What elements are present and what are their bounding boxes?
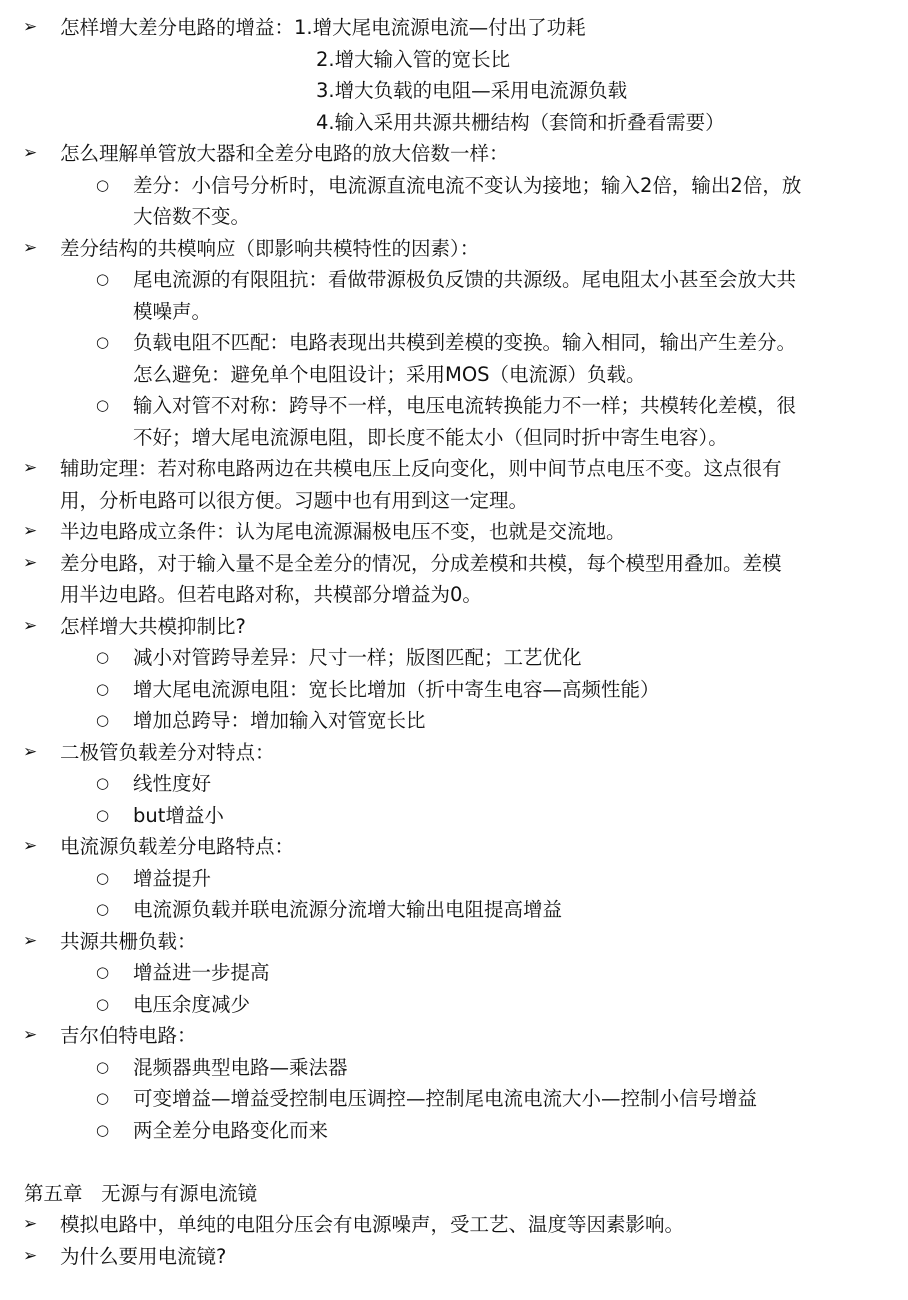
arrow-bullet-icon: ➢ [23,930,38,951]
bullet-text: 吉尔伯特电路： [60,1024,197,1047]
sub-bullet-line-wrap [0,422,908,454]
circle-bullet-icon: ○ [96,1089,110,1107]
sub-bullet-text: 负载电阻不匹配：电路表现出共模到差模的变换。输入相同，输出产生差分。 [133,331,797,354]
sub-bullet-text: 电压余度减少 [133,992,251,1016]
sub-bullet-text: 增益进一步提高 [133,961,270,984]
arrow-bullet-icon: ➢ [23,143,38,163]
circle-bullet-icon: ○ [96,994,110,1013]
continuation-line [0,107,908,139]
sub-bullet-line [0,1115,908,1147]
chapter-title: 第五章 无源与有源电流镜 [24,1181,258,1205]
bullet-text: 半边电路成立条件：认为尾电流源漏极电压不变，也就是交流地。 [60,520,626,543]
bullet-text: 辅助定理：若对称电路两边在共模电压上反向变化，则中间节点电压不变。这点很有 [60,457,782,480]
bullet-text: 电流源负载差分电路特点： [60,835,295,858]
sub-bullet-text: 差分：小信号分析时，电流源直流电流不变认为接地；输入2倍，输出2倍，放 [133,173,802,197]
sub-bullet-line [0,863,908,895]
bullet-text: 用半边电路。但若电路对称，共模部分增益为0。 [60,583,482,606]
sub-bullet-line [0,705,908,737]
arrow-bullet-icon: ➢ [23,552,38,573]
sub-bullet-text: 增益提升 [133,866,212,890]
bullet-line [0,138,908,170]
sub-bullet-text: 电流源负载并联电流源分流增大输出电阻提高增益 [133,898,563,921]
continuation-text: 3.增大负载的电阻—采用电流源负载 [316,79,628,102]
bullet-text: 共源共栅负载： [60,929,197,953]
sub-bullet-line-wrap [0,201,908,233]
circle-bullet-icon: ○ [96,270,110,288]
arrow-bullet-icon: ➢ [23,237,38,258]
sub-bullet-text: 两全差分电路变化而来 [133,1118,329,1142]
arrow-bullet-icon: ➢ [23,17,38,37]
sub-bullet-line [0,768,908,800]
bullet-text: 怎么理解单管放大器和全差分电路的放大倍数一样： [60,142,509,165]
bullet-line [0,926,908,958]
sub-bullet-line [0,800,908,832]
circle-bullet-icon: ○ [96,900,110,918]
arrow-bullet-icon: ➢ [23,836,38,856]
sub-bullet-text: 混频器典型电路—乘法器 [133,1055,348,1079]
arrow-bullet-icon: ➢ [23,1025,38,1045]
bullet-text: 二极管负载差分对特点： [60,740,275,764]
sub-bullet-line [0,642,908,674]
sub-bullet-text: 怎么避免：避免单个电阻设计；采用MOS（电流源）负载。 [133,362,646,386]
bullet-line [0,1241,908,1273]
sub-bullet-text: 大倍数不变。 [133,205,251,228]
bullet-text: 差分电路，对于输入量不是全差分的情况，分成差模和共模，每个模型用叠加。差模 [60,551,782,575]
sub-bullet-line [0,264,908,296]
sub-bullet-line [0,390,908,422]
arrow-bullet-icon: ➢ [23,1214,38,1234]
sub-bullet-line-wrap [0,359,908,391]
sub-bullet-text: 可变增益—增益受控制电压调控—控制尾电流电流大小—控制小信号增益 [133,1087,758,1110]
arrow-bullet-icon: ➢ [23,615,38,636]
bullet-line-wrap [0,579,908,611]
circle-bullet-icon: ○ [96,1057,110,1076]
bullet-line [0,453,908,485]
sub-bullet-line [0,1083,908,1115]
arrow-bullet-icon: ➢ [23,1245,38,1266]
sub-bullet-text: 不好；增大尾电流源电阻，即长度不能太小（但同时折中寄生电容）。 [133,425,728,449]
sub-bullet-text: 尾电流源的有限阻抗：看做带源极负反馈的共源级。尾电阻太小甚至会放大共 [133,268,797,291]
spacer [0,1146,908,1178]
bullet-line [0,611,908,643]
sub-bullet-line [0,989,908,1021]
arrow-bullet-icon: ➢ [23,741,38,762]
bullet-line [0,1209,908,1241]
sub-bullet-text: 输入对管不对称：跨导不一样，电压电流转换能力不一样；共模转化差模，很 [133,394,797,417]
arrow-bullet-icon: ➢ [23,458,38,478]
sub-bullet-text: 增大尾电流源电阻：宽长比增加（折中寄生电容—高频性能） [133,677,660,701]
arrow-bullet-icon: ➢ [23,521,38,541]
continuation-line [0,44,908,76]
bullet-text: 怎样增大共模抑制比? [60,614,246,638]
circle-bullet-icon: ○ [96,868,110,887]
bullet-line [0,12,908,44]
continuation-line [0,75,908,107]
sub-bullet-line [0,1052,908,1084]
sub-bullet-line [0,327,908,359]
sub-bullet-text: 增加总跨导：增加输入对管宽长比 [133,709,426,732]
bullet-text: 用，分析电路可以很方便。习题中也有用到这一定理。 [60,488,529,512]
circle-bullet-icon: ○ [96,711,110,729]
circle-bullet-icon: ○ [96,805,110,824]
bullet-line [0,737,908,769]
bullet-line [0,1020,908,1052]
sub-bullet-line [0,674,908,706]
bullet-text: 差分结构的共模响应（即影响共模特性的因素）： [60,236,480,260]
bullet-line [0,516,908,548]
circle-bullet-icon: ○ [96,1120,110,1139]
circle-bullet-icon: ○ [96,963,110,981]
bullet-line [0,831,908,863]
circle-bullet-icon: ○ [96,679,110,698]
bullet-text: 为什么要用电流镜? [60,1244,227,1268]
chapter-heading [0,1178,908,1210]
sub-bullet-text: 模噪声。 [133,299,212,323]
sub-bullet-text: but增益小 [133,803,224,827]
bullet-line-wrap [0,485,908,517]
sub-bullet-text: 减小对管跨导差异：尺寸一样；版图匹配；工艺优化 [133,646,582,669]
sub-bullet-line [0,894,908,926]
bullet-text: 模拟电路中，单纯的电阻分压会有电源噪声，受工艺、温度等因素影响。 [60,1213,685,1236]
bullet-line [0,548,908,580]
sub-bullet-line [0,957,908,989]
continuation-text: 4.输入采用共源共栅结构（套筒和折叠看需要） [316,110,725,134]
sub-bullet-text: 线性度好 [133,772,212,795]
sub-bullet-line-wrap [0,296,908,328]
circle-bullet-icon: ○ [96,175,110,194]
continuation-text: 2.增大输入管的宽长比 [316,47,511,71]
circle-bullet-icon: ○ [96,648,110,666]
bullet-line [0,233,908,265]
bullet-text: 怎样增大差分电路的增益：1.增大尾电流源电流—付出了功耗 [60,16,586,39]
circle-bullet-icon: ○ [96,396,110,414]
circle-bullet-icon: ○ [96,333,110,351]
sub-bullet-line [0,170,908,202]
circle-bullet-icon: ○ [96,774,110,792]
